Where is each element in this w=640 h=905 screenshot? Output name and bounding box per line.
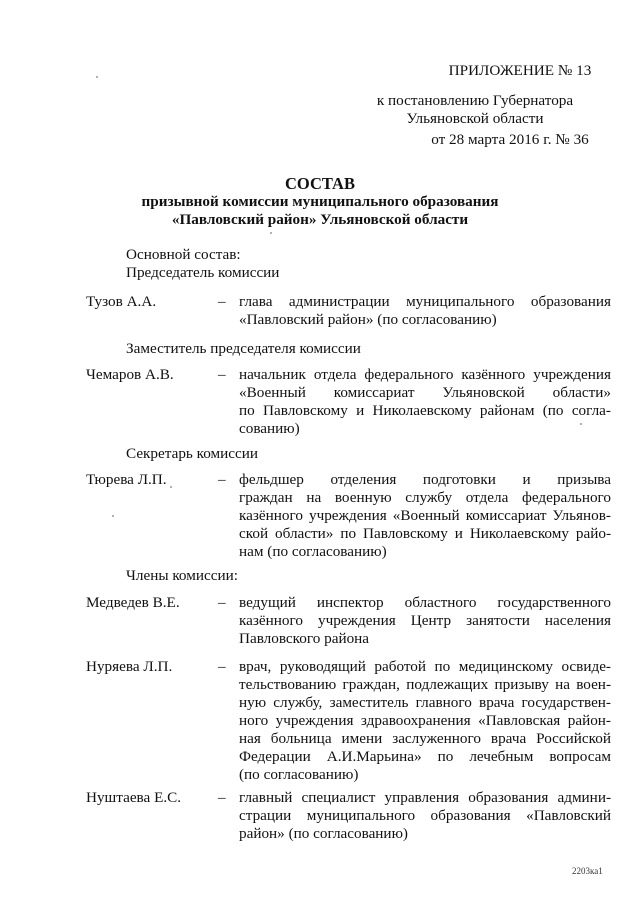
resolution-line-1: к постановлению Губернатора [376,92,574,109]
section-chairman: Председатель комиссии [126,264,280,281]
position-line: ная больница имени заслуженного врача Российской [239,730,611,747]
position-line: нам (по согласованию) [239,543,387,560]
appendix-number: ПРИЛОЖЕНИЕ № 13 [448,62,592,79]
member-name: Нуштаева Е.С. [86,789,182,806]
dash-separator: – [218,658,226,675]
dash-separator: – [218,594,226,611]
position-line: казённого учреждения «Военный комиссариат Ульянов- [239,507,611,524]
document-code: 2203ка1 [572,866,603,876]
position-line: Павловского района [239,630,370,647]
position-line: ской области» по Павловскому и Николаевскому райо- [239,525,611,542]
position-line: по Павловскому и Николаевскому районам (по согла- [239,402,611,419]
position-line: главный специалист управления образования админи- [239,789,611,806]
member-position [239,293,611,329]
member-position [239,471,611,561]
scan-speck [96,76,98,78]
resolution-date: от 28 марта 2016 г. № 36 [431,131,589,148]
position-line: глава администрации муниципального образования [239,293,611,310]
section-members: Члены комиссии: [126,567,238,584]
position-line: ведущий инспектор областного государственного [239,594,611,611]
position-line: ную службу, заместитель главного врача государствен- [239,694,611,711]
section-deputy: Заместитель председателя комиссии [126,340,361,357]
position-line: район» (по согласованию) [239,825,408,842]
document-title: СОСТАВ [285,174,355,193]
resolution-reference [340,92,610,128]
member-name: Чемаров А.В. [86,366,174,383]
scan-speck [270,232,272,234]
member-name: Тюрева Л.П. [86,471,167,488]
position-line: граждан на военную службу отдела федерального [239,489,611,506]
section-main-composition: Основной состав: [126,246,241,263]
section-secretary: Секретарь комиссии [126,445,259,462]
position-line: (по согласованию) [239,766,359,783]
position-line: страции муниципального образования «Павловский [239,807,611,824]
position-line: «Павловский район» (по согласованию) [239,311,497,328]
document-subtitle [0,193,640,229]
resolution-line-2: Ульяновской области [406,110,544,127]
scan-speck [170,486,172,488]
scan-speck [580,423,582,425]
dash-separator: – [218,366,226,383]
position-line: «Военный комиссариат Ульяновской области» [239,384,611,401]
position-line: врач, руководящий работой по медицинскому освиде- [239,658,611,675]
subtitle-line-1: призывной комиссии муниципального образования [141,193,499,210]
dash-separator: – [218,293,226,310]
position-line: ного учреждения здравоохранения «Павловская район- [239,712,611,729]
dash-separator: – [218,471,226,488]
scan-speck [112,515,114,517]
member-name: Тузов А.А. [86,293,157,310]
subtitle-line-2: «Павловский район» Ульяновской области [171,211,469,228]
position-line: сованию) [239,420,300,437]
dash-separator: – [218,789,226,806]
member-position [239,658,611,784]
member-name: Нуряева Л.П. [86,658,173,675]
position-line: фельдшер отделения подготовки и призыва [239,471,611,488]
position-line: начальник отдела федерального казённого учреждения [239,366,611,383]
position-line: тельствованию граждан, подлежащих призыву на воен- [239,676,611,693]
member-position [239,594,611,648]
member-name: Медведев В.Е. [86,594,180,611]
member-position [239,789,611,843]
position-line: Федерации А.И.Марьина» по лечебным вопросам [239,748,611,765]
position-line: казённого учреждения Центр занятости населения [239,612,611,629]
member-position [239,366,611,438]
